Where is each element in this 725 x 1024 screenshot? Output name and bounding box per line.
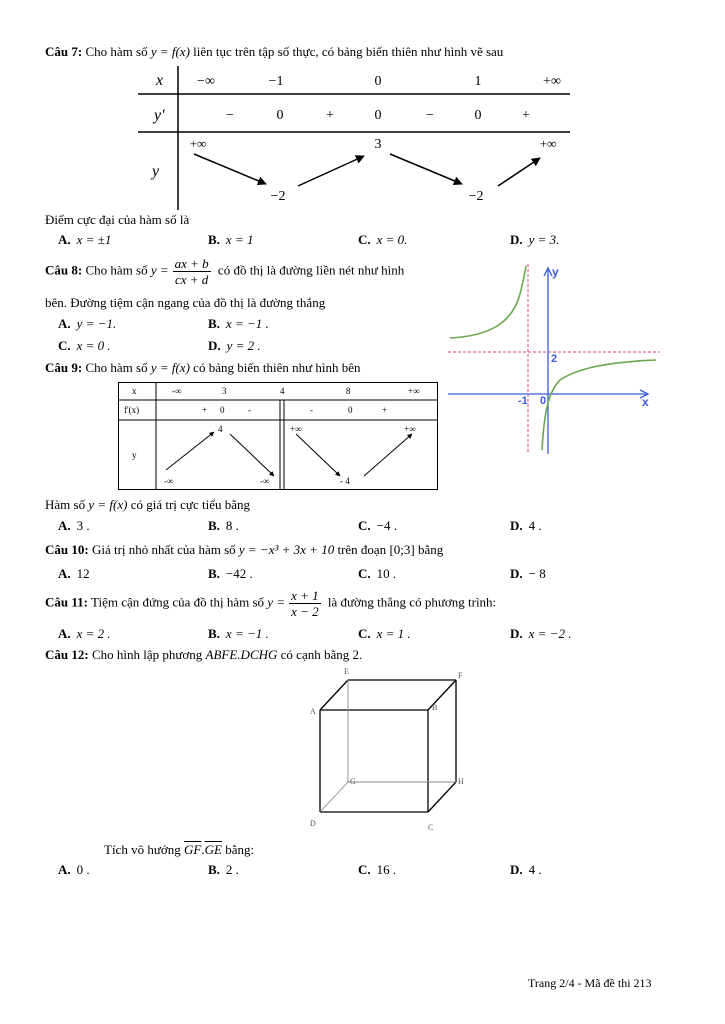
q7-y-val: +∞ — [539, 136, 557, 151]
q12-vertex-g: G — [350, 777, 356, 786]
q9-x-val: 4 — [280, 386, 285, 396]
q12-vertex-a: A — [310, 707, 316, 716]
q7-x-val: +∞ — [543, 74, 561, 89]
q9-x-label: x — [132, 386, 137, 396]
q12-option-a[interactable]: A. 0 . — [58, 862, 90, 877]
q9-x-val: 3 — [222, 386, 227, 396]
q10-option-c[interactable]: C. 10 . — [358, 566, 397, 581]
q9-fp-val: 0 — [348, 405, 353, 415]
q7-y-val: −2 — [270, 189, 286, 204]
q8-x-tick-label: -1 — [518, 395, 528, 407]
page-footer: Trang 2/4 - Mã đề thi 213 — [528, 976, 652, 990]
q7-x-val: 0 — [374, 74, 382, 89]
q7-option-b[interactable]: B. x = 1 — [208, 232, 254, 247]
q8-y-axis-label: y — [552, 265, 559, 279]
q7-arrow-up — [298, 156, 364, 186]
q12-option-d[interactable]: D. 4 . — [510, 862, 542, 877]
q9-stem: Câu 9: Cho hàm số y = f(x) có bảng biến thiên như hình bên — [45, 360, 361, 375]
q9-arrow-down — [296, 434, 340, 476]
q12-stem: Câu 12: Cho hình lập phương ABFE.DCHG có cạnh bằng 2. — [45, 647, 363, 662]
q7-yp-val: + — [522, 108, 530, 123]
q12-option-c[interactable]: C. 16 . — [358, 862, 397, 877]
q7-stem: Câu 7: Cho hàm số y = f(x) liên tục trên tập số thực, có bảng biến thiên như hình vẽ sau — [45, 44, 504, 59]
q7-x-val: −1 — [268, 74, 284, 89]
q11-option-a[interactable]: A. x = 2 . — [58, 626, 111, 641]
q8-option-b[interactable]: B. x = −1 . — [208, 316, 269, 331]
q8-graph — [448, 264, 660, 454]
q8-fraction: $\frac{ax + b}{cx + d}$ — [174, 256, 209, 287]
q7-option-d[interactable]: D. y = 3. — [510, 232, 560, 247]
q8-option-d[interactable]: D. y = 2 . — [208, 338, 261, 353]
q11-stem: Câu 11: Tiệm cận đứng của đồ thị hàm số y = $\frac{x + 1}{x - 2}$ là đường thẳng có phương trình: — [45, 588, 497, 619]
q9-fp-val: + — [382, 405, 388, 415]
q7-x-label: x — [156, 72, 164, 89]
q9-y-val: -∞ — [260, 476, 270, 486]
q9-fp-val: - — [248, 405, 251, 415]
q7-arrow-down — [194, 154, 266, 184]
q8-option-a[interactable]: A. y = −1. — [58, 316, 117, 331]
q9-y-label: y — [132, 450, 137, 460]
q9-fp-val: + — [202, 405, 208, 415]
q8-stem: Câu 8: Cho hàm số y = $\frac{ax + b}{cx + d}$ có đồ thị là đường liền nét như hình — [45, 256, 405, 287]
q7-yp-val: 0 — [276, 108, 284, 123]
q9-option-a[interactable]: A. 3 . — [58, 518, 90, 533]
q9-variation-table — [118, 382, 438, 490]
q7-x-val: 1 — [474, 74, 482, 89]
q9-y-val: -∞ — [164, 476, 174, 486]
q7-yp-val: + — [326, 108, 334, 123]
q7-y-label: y — [152, 163, 160, 180]
q7-y-val: −2 — [468, 189, 484, 204]
q10-stem: Câu 10: Giá trị nhỏ nhất của hàm số y = −x³ + 3x + 10 trên đoạn [0;3] bằng — [45, 542, 444, 557]
q11-fraction: $\frac{x + 1}{x - 2}$ — [291, 588, 319, 619]
q9-arrow-down — [230, 434, 274, 476]
q8-asymptote-label: 2 — [551, 353, 558, 365]
q12-vertex-f: F — [458, 671, 463, 680]
q12-vertex-c: C — [428, 823, 434, 832]
q7-yp-val: 0 — [374, 108, 382, 123]
q12-vertex-h: H — [458, 777, 464, 786]
q7-prompt: Điểm cực đại của hàm số là — [45, 212, 190, 227]
q8-stem-cont: bên. Đường tiệm cận ngang của đồ thị là đường thẳng — [45, 295, 326, 310]
q9-x-val: +∞ — [408, 386, 420, 396]
q7-yp-val: 0 — [474, 108, 482, 123]
q9-x-val: 8 — [346, 386, 351, 396]
q11-option-b[interactable]: B. x = −1 . — [208, 626, 269, 641]
q8-option-c[interactable]: C. x = 0 . — [58, 338, 111, 353]
q7-yp-val: − — [426, 108, 434, 123]
q8-origin-label: 0 — [540, 395, 547, 407]
q12-vector-gf: $\overline{GF}$ — [184, 842, 202, 857]
q9-prompt: Hàm số y = f(x) có giá trị cực tiểu bằng — [45, 497, 250, 512]
q12-vertex-d: D — [310, 819, 316, 828]
q9-y-val: +∞ — [404, 424, 416, 434]
q9-y-val: 4 — [218, 424, 223, 434]
q10-option-d[interactable]: D. − 8 — [510, 566, 546, 581]
q9-x-val: -∞ — [172, 386, 182, 396]
q12-option-b[interactable]: B. 2 . — [208, 862, 239, 877]
q10-option-b[interactable]: B. −42 . — [208, 566, 253, 581]
q9-fp-val: - — [310, 405, 313, 415]
q7-arrow-down — [390, 154, 462, 184]
q10-option-a[interactable]: A. 12 — [58, 566, 90, 581]
q11-option-c[interactable]: C. x = 1 . — [358, 626, 411, 641]
q9-option-d[interactable]: D. 4 . — [510, 518, 542, 533]
q9-y-val: - 4 — [340, 476, 350, 486]
q7-yp-val: − — [226, 108, 234, 123]
q7-option-a[interactable]: A. x = ±1 — [58, 232, 112, 247]
q9-fp-val: 0 — [220, 405, 225, 415]
q12-vertex-e: E — [344, 667, 349, 676]
q9-option-b[interactable]: B. 8 . — [208, 518, 239, 533]
q9-option-c[interactable]: C. −4 . — [358, 518, 397, 533]
q7-y-val: 3 — [374, 137, 382, 152]
q9-arrow-up — [364, 434, 412, 476]
q9-y-val: +∞ — [290, 424, 302, 434]
q11-option-d[interactable]: D. x = −2 . — [510, 626, 572, 641]
q7-arrow-up — [498, 158, 540, 186]
q9-fp-label: f'(x) — [124, 405, 140, 415]
q7-x-val: −∞ — [197, 74, 215, 89]
q7-variation-table — [138, 66, 570, 210]
q7-yp-label: y′ — [154, 107, 165, 124]
q9-arrow-up — [166, 432, 214, 470]
q12-cube-figure — [300, 664, 480, 838]
q8-x-axis-label: x — [642, 395, 649, 409]
q7-option-c[interactable]: C. x = 0. — [358, 232, 408, 247]
q12-prompt: Tích vô hướng $\overline{GF}.\overline{GE}$ bằng: — [104, 842, 255, 857]
q12-vertex-b: B — [432, 703, 438, 712]
q12-vector-ge: $\overline{GE}$ — [204, 842, 222, 857]
q7-y-val: +∞ — [189, 136, 207, 151]
